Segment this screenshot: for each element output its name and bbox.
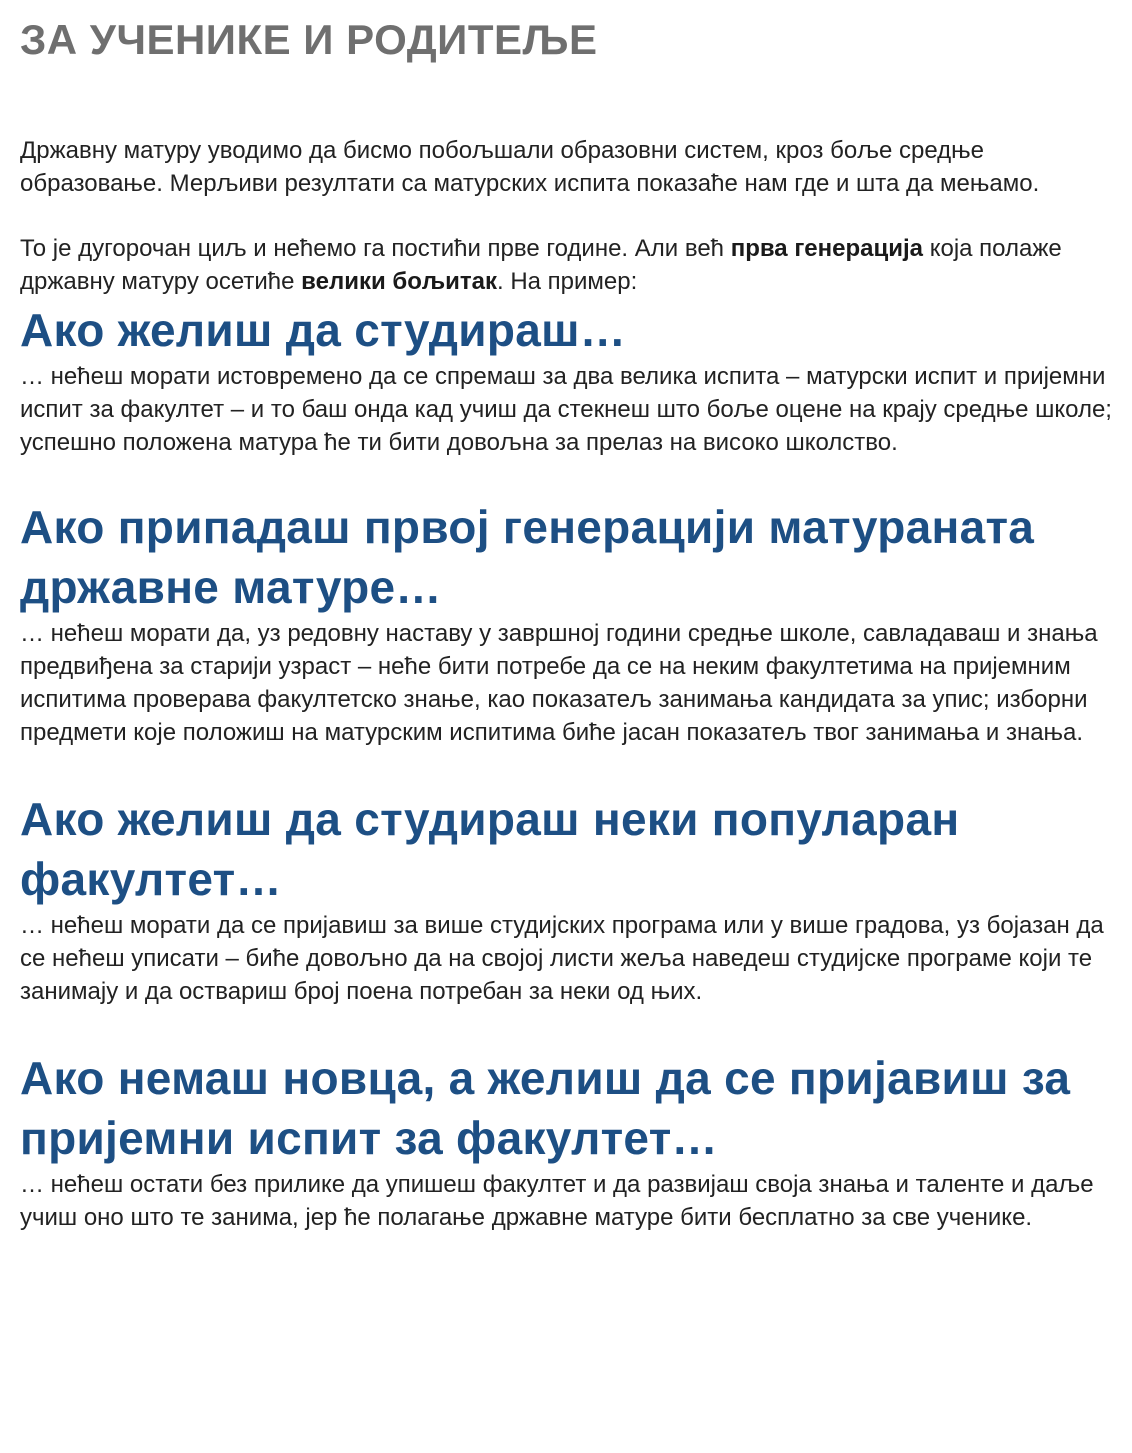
intro-paragraph-2-text-3: . На пример: xyxy=(496,268,638,295)
intro-paragraph-2-text-2: која полаже државну матуру осетиће xyxy=(20,235,1062,295)
section-text: … нећеш остати без прилике да упишеш факултет и да развијаш своја знања и таленте и даље учиш оно што те занима, јер ће полагање државне матуре бити бесплатно за све ученике. xyxy=(20,1171,1094,1231)
section-text: … нећеш морати да се пријавиш за више студијских програма или у више градова, уз бојазан да се нећеш уписати – биће довољно да на својој листи жеља наведеш студијске програме који те занимају и да оствариш број поена потребан за неки од њих. xyxy=(20,912,1104,1005)
section-heading: Ако припадаш првој генерацији матураната државне матуре… xyxy=(20,501,1035,613)
section-first-generation xyxy=(20,497,1120,749)
intro xyxy=(20,134,1120,298)
page-title: ЗА УЧЕНИКЕ И РОДИТЕЉЕ xyxy=(20,16,598,63)
intro-paragraph-1: Државну матуру уводимо да бисмо побољшали образовни систем, кроз боље средње образовање. Мерљиви резултати са матурских испита показаће нам где и шта да мењамо. xyxy=(20,137,1040,197)
intro-bold-big-improvement: велики бољитак xyxy=(301,268,497,295)
page-content xyxy=(20,14,1120,1234)
section-heading: Ако желиш да студираш неки популаран факултет… xyxy=(20,793,960,905)
intro-bold-first-generation: прва генерација xyxy=(730,235,924,262)
section-study xyxy=(20,300,1120,459)
section-no-money xyxy=(20,1048,1120,1234)
section-text: … нећеш морати истовремено да се спремаш за два велика испита – матурски испит и пријемни испит за факултет – и то баш онда кад учиш да стекнеш што боље оцене на крају средње школе; успешно положена матура ће ти бити довољна за прелаз на високо школство. xyxy=(20,363,1112,456)
section-text: … нећеш морати да, уз редовну наставу у завршној години средње школе, савладаваш и знања предвиђена за старији узраст – неће бити потребе да се на неким факултетима на пријемним испитима проверава факултетско знање, као показатељ занимања кандидата за упис; изборни предмети које положиш на матурским испитима биће јасан показатељ твог занимања и знања. xyxy=(20,620,1098,746)
intro-paragraph-2-text-1: То је дугорочан циљ и нећемо га постићи прве године. Али већ xyxy=(20,235,731,262)
section-heading: Ако немаш новца, а желиш да се пријавиш за пријемни испит за факултет… xyxy=(20,1052,1071,1164)
intro-paragraph-2 xyxy=(20,232,1120,298)
section-popular-faculty xyxy=(20,789,1120,1008)
section-heading: Ако желиш да студираш… xyxy=(20,304,627,356)
